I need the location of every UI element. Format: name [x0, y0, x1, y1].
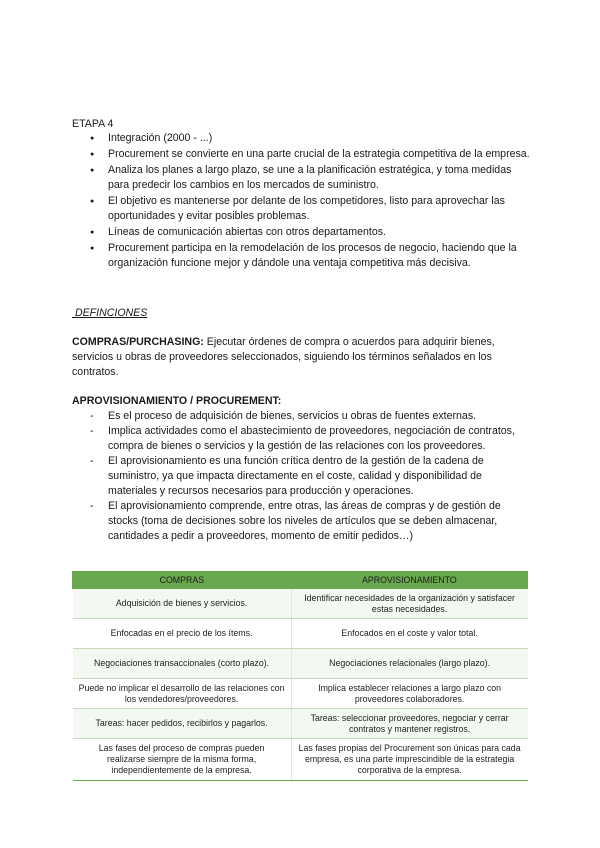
list-item: - El aprovisionamiento es una función crítica dentro de la gestión de la cadena de suministro, ya que impacta directamente en el coste, calidad y disponibilidad de materiales y recursos necesarios para producción y operaciones. [90, 454, 528, 499]
table-cell: Enfocadas en el precio de los ítems. [73, 619, 292, 649]
comparison-table [72, 571, 528, 781]
list-item: - El aprovisionamiento comprende, entre otras, las áreas de compras y de gestión de stocks (toma de decisiones sobre los niveles de artículos que se deben almacenar, cantidades a pedir a proveedores, momento de emitir pedidos…) [90, 499, 528, 544]
table-row [73, 619, 528, 649]
header-compras: COMPRAS [73, 572, 292, 589]
bullet-item: ● Procurement participa en la remodelación de los procesos de negocio, haciendo que la organización funcione mejor y dándole una ventaja competitiva más decisiva. [90, 241, 530, 271]
etapa-title: ETAPA 4 [72, 118, 114, 130]
table-cell: Identificar necesidades de la organización y satisfacer estas necesidades. [291, 589, 527, 619]
table-cell: Negociaciones relacionales (largo plazo). [291, 649, 527, 679]
compras-text: Ejecutar órdenes de compra o acuerdos para adquirir bienes, servicios u obras de proveedores seleccionados, siguiendo los términos señalados en los contratos. [72, 336, 495, 378]
table-cell: Tareas: hacer pedidos, recibirlos y pagarlos. [73, 709, 292, 739]
table-header-row [73, 572, 528, 589]
table-cell: Las fases propias del Procurement son únicas para cada empresa, es una parte imprescindible de la estrategia corporativa de la empresa. [291, 739, 527, 781]
bullet-item: ● Líneas de comunicación abiertas con otros departamentos. [90, 225, 530, 240]
table-row [73, 679, 528, 709]
table-cell: Las fases del proceso de compras pueden realizarse siempre de la misma forma, independientemente de la empresa. [73, 739, 292, 781]
list-item: - Es el proceso de adquisición de bienes, servicios u obras de fuentes externas. [90, 409, 528, 424]
table-cell: Implica establecer relaciones a largo plazo con proveedores colaboradores. [291, 679, 527, 709]
aprovisionamiento-list [90, 409, 528, 544]
list-item: - Implica actividades como el abastecimiento de proveedores, negociación de contratos, compra de bienes o servicios y la gestión de las relaciones con los proveedores. [90, 424, 528, 454]
table-row [73, 589, 528, 619]
compras-definition [72, 335, 527, 380]
bullet-item: ● El objetivo es mantenerse por delante de los competidores, listo para aprovechar las oportunidades y evitar posibles problemas. [90, 194, 530, 224]
table-cell: Enfocados en el coste y valor total. [291, 619, 527, 649]
table-row [73, 649, 528, 679]
header-aprovisionamiento: APROVISIONAMIENTO [291, 572, 527, 589]
bullet-item: ● Integración (2000 - ...) [90, 131, 530, 146]
table-row [73, 739, 528, 781]
table-cell: Puede no implicar el desarrollo de las relaciones con los vendedores/proveedores. [73, 679, 292, 709]
table-cell: Tareas: seleccionar proveedores, negociar y cerrar contratos y mantener registros. [291, 709, 527, 739]
definiciones-heading: DEFINCIONES [72, 307, 148, 319]
bullet-item: ● Analiza los planes a largo plazo, se une a la planificación estratégica, y toma medidas para predecir los cambios en los mercados de suministro. [90, 163, 530, 193]
etapa-bullet-list [90, 131, 530, 272]
table-cell: Adquisición de bienes y servicios. [73, 589, 292, 619]
table-row [73, 709, 528, 739]
compras-term: COMPRAS/PURCHASING: [72, 336, 204, 348]
aprovisionamiento-heading: APROVISIONAMIENTO / PROCUREMENT: [72, 395, 282, 407]
bullet-item: ● Procurement se convierte en una parte crucial de la estrategia competitiva de la empresa. [90, 147, 530, 162]
table-cell: Negociaciones transaccionales (corto plazo). [73, 649, 292, 679]
